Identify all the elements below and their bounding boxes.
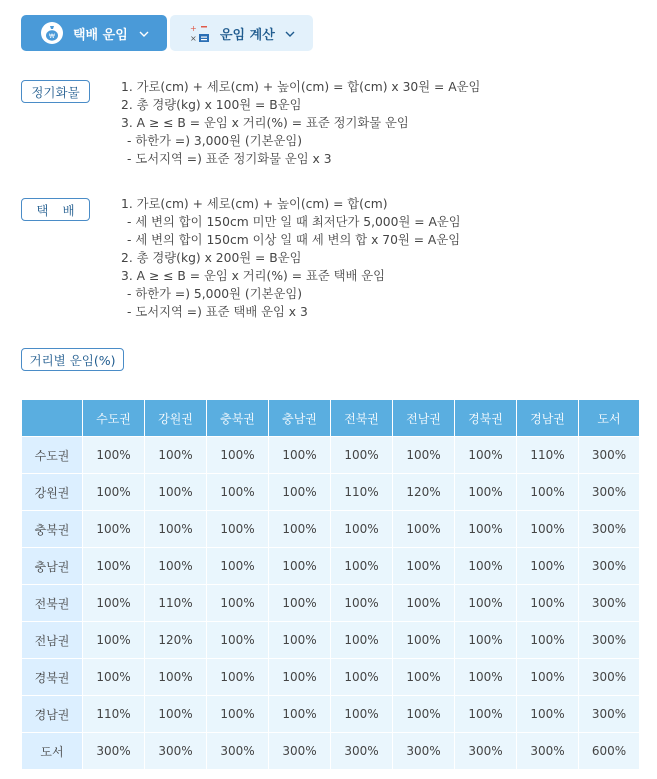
section-label-distance-rates: 거리별 운임(%) bbox=[21, 348, 124, 371]
column-header: 충북권 bbox=[207, 400, 269, 437]
rate-cell: 100% bbox=[393, 437, 455, 474]
column-header: 경북권 bbox=[455, 400, 517, 437]
row-header: 경남권 bbox=[22, 696, 83, 733]
row-header: 수도권 bbox=[22, 437, 83, 474]
rate-cell: 110% bbox=[517, 437, 579, 474]
rate-cell: 300% bbox=[579, 474, 640, 511]
rate-cell: 100% bbox=[145, 659, 207, 696]
rate-cell: 300% bbox=[393, 733, 455, 770]
rate-cell: 100% bbox=[331, 511, 393, 548]
rate-cell: 110% bbox=[145, 585, 207, 622]
rule-line: 1. 가로(cm) + 세로(cm) + 높이(cm) = 합(cm) bbox=[121, 197, 388, 211]
distance-rate-table bbox=[21, 399, 640, 770]
money-bag-icon bbox=[41, 22, 63, 44]
rate-cell: 120% bbox=[145, 622, 207, 659]
rate-cell: 100% bbox=[207, 585, 269, 622]
table-row bbox=[22, 511, 640, 548]
rate-cell: 100% bbox=[269, 585, 331, 622]
rate-cell: 100% bbox=[83, 511, 145, 548]
rule-line: 3. A ≥ ≤ B = 운임 x 거리(%) = 표준 정기화물 운임 bbox=[121, 116, 409, 130]
rate-cell: 300% bbox=[579, 548, 640, 585]
rate-cell: 100% bbox=[455, 511, 517, 548]
chevron-down-icon bbox=[139, 27, 149, 40]
rate-cell: 100% bbox=[393, 696, 455, 733]
rate-cell: 100% bbox=[269, 511, 331, 548]
section-label-regular-freight: 정기화물 bbox=[21, 80, 90, 103]
table-row bbox=[22, 437, 640, 474]
svg-text:+: + bbox=[190, 24, 197, 33]
table-row bbox=[22, 733, 640, 770]
rate-cell: 100% bbox=[207, 696, 269, 733]
rate-cell: 100% bbox=[517, 585, 579, 622]
rate-cell: 300% bbox=[455, 733, 517, 770]
rule-line: 2. 총 경량(kg) x 100원 = B운임 bbox=[121, 98, 302, 112]
rate-cell: 300% bbox=[579, 511, 640, 548]
svg-text:×: × bbox=[190, 34, 197, 43]
rate-cell: 100% bbox=[269, 696, 331, 733]
table-row bbox=[22, 585, 640, 622]
rate-cell: 300% bbox=[517, 733, 579, 770]
regular-freight-rules bbox=[121, 78, 480, 168]
tab-label: 운임 계산 bbox=[220, 27, 275, 43]
rate-cell: 110% bbox=[331, 474, 393, 511]
rate-cell: 300% bbox=[579, 659, 640, 696]
rate-cell: 100% bbox=[83, 585, 145, 622]
column-header: 강원권 bbox=[145, 400, 207, 437]
rate-cell: 100% bbox=[83, 659, 145, 696]
rate-cell: 100% bbox=[207, 437, 269, 474]
rate-cell: 100% bbox=[207, 659, 269, 696]
rate-cell: 110% bbox=[83, 696, 145, 733]
rate-cell: 100% bbox=[269, 548, 331, 585]
row-header: 경북권 bbox=[22, 659, 83, 696]
rate-cell: 100% bbox=[145, 696, 207, 733]
rate-cell: 300% bbox=[83, 733, 145, 770]
rate-cell: 100% bbox=[83, 548, 145, 585]
calculator-icon bbox=[188, 22, 210, 44]
rate-cell: 100% bbox=[145, 437, 207, 474]
row-header: 충남권 bbox=[22, 548, 83, 585]
rate-cell: 300% bbox=[269, 733, 331, 770]
section-label-parcel: 택배 bbox=[21, 198, 90, 221]
rate-cell: 100% bbox=[393, 622, 455, 659]
rate-cell: 100% bbox=[145, 474, 207, 511]
table-header-row bbox=[22, 400, 640, 437]
rate-cell: 100% bbox=[331, 585, 393, 622]
column-header: 충남권 bbox=[269, 400, 331, 437]
rate-cell: 100% bbox=[517, 659, 579, 696]
rate-cell: 100% bbox=[207, 548, 269, 585]
rate-cell: 100% bbox=[331, 548, 393, 585]
rate-cell: 100% bbox=[455, 474, 517, 511]
corner-cell bbox=[22, 400, 83, 437]
table-row bbox=[22, 659, 640, 696]
rule-line: 2. 총 경량(kg) x 200원 = B운임 bbox=[121, 251, 302, 265]
rate-cell: 100% bbox=[517, 474, 579, 511]
rate-cell: 100% bbox=[269, 474, 331, 511]
rule-line: - 세 변의 합이 150cm 이상 일 때 세 변의 합 x 70원 = A운임 bbox=[127, 233, 461, 247]
rate-cell: 100% bbox=[331, 696, 393, 733]
rate-cell: 100% bbox=[207, 511, 269, 548]
rate-cell: 100% bbox=[269, 622, 331, 659]
rate-cell: 100% bbox=[455, 696, 517, 733]
rate-cell: 120% bbox=[393, 474, 455, 511]
rule-line: - 하한가 =) 3,000원 (기본운임) bbox=[127, 134, 303, 148]
rate-cell: 100% bbox=[455, 659, 517, 696]
row-header: 충북권 bbox=[22, 511, 83, 548]
rule-line: - 도서지역 =) 표준 택배 운임 x 3 bbox=[127, 305, 308, 319]
rate-cell: 100% bbox=[145, 511, 207, 548]
rate-cell: 100% bbox=[393, 548, 455, 585]
rate-cell: 300% bbox=[145, 733, 207, 770]
rule-line: 3. A ≥ ≤ B = 운임 x 거리(%) = 표준 택배 운임 bbox=[121, 269, 386, 283]
row-header: 도서 bbox=[22, 733, 83, 770]
rate-cell: 100% bbox=[331, 437, 393, 474]
rate-cell: 100% bbox=[455, 548, 517, 585]
parcel-rules bbox=[121, 195, 461, 321]
rate-cell: 600% bbox=[579, 733, 640, 770]
column-header: 전남권 bbox=[393, 400, 455, 437]
rule-line: - 하한가 =) 5,000원 (기본운임) bbox=[127, 287, 303, 301]
table-row bbox=[22, 696, 640, 733]
rate-cell: 100% bbox=[269, 659, 331, 696]
rate-cell: 100% bbox=[455, 622, 517, 659]
rule-line: - 도서지역 =) 표준 정기화물 운임 x 3 bbox=[127, 152, 332, 166]
rate-cell: 100% bbox=[393, 659, 455, 696]
rule-line: - 세 변의 합이 150cm 미만 일 때 최저단가 5,000원 = A운임 bbox=[127, 215, 461, 229]
tab-parcel-rates[interactable] bbox=[21, 15, 167, 51]
rate-cell: 300% bbox=[579, 622, 640, 659]
rate-cell: 300% bbox=[579, 585, 640, 622]
rate-cell: 300% bbox=[579, 696, 640, 733]
row-header: 강원권 bbox=[22, 474, 83, 511]
rate-cell: 100% bbox=[83, 437, 145, 474]
rate-cell: 300% bbox=[331, 733, 393, 770]
svg-text:₩: ₩ bbox=[49, 33, 55, 40]
rate-cell: 100% bbox=[517, 622, 579, 659]
table-row bbox=[22, 622, 640, 659]
column-header: 전북권 bbox=[331, 400, 393, 437]
rate-cell: 100% bbox=[207, 474, 269, 511]
rate-cell: 100% bbox=[331, 659, 393, 696]
rate-cell: 100% bbox=[517, 511, 579, 548]
row-header: 전북권 bbox=[22, 585, 83, 622]
rate-cell: 100% bbox=[455, 437, 517, 474]
row-header: 전남권 bbox=[22, 622, 83, 659]
rate-cell: 100% bbox=[269, 437, 331, 474]
tab-fare-calculation[interactable] bbox=[170, 15, 313, 51]
table-row bbox=[22, 548, 640, 585]
column-header: 도서 bbox=[579, 400, 640, 437]
rate-cell: 100% bbox=[207, 622, 269, 659]
rate-cell: 100% bbox=[517, 548, 579, 585]
rate-cell: 100% bbox=[393, 585, 455, 622]
rate-cell: 300% bbox=[207, 733, 269, 770]
rate-cell: 100% bbox=[145, 548, 207, 585]
rate-cell: 100% bbox=[331, 622, 393, 659]
table-row bbox=[22, 474, 640, 511]
rate-cell: 100% bbox=[83, 622, 145, 659]
column-header: 경남권 bbox=[517, 400, 579, 437]
rate-cell: 100% bbox=[517, 696, 579, 733]
column-header: 수도권 bbox=[83, 400, 145, 437]
tab-label: 택배 운임 bbox=[73, 27, 128, 43]
rate-cell: 100% bbox=[455, 585, 517, 622]
rate-cell: 100% bbox=[393, 511, 455, 548]
rate-cell: 300% bbox=[579, 437, 640, 474]
rule-line: 1. 가로(cm) + 세로(cm) + 높이(cm) = 합(cm) x 30원 = A운임 bbox=[121, 80, 481, 94]
rate-cell: 100% bbox=[83, 474, 145, 511]
chevron-down-icon bbox=[285, 27, 295, 40]
